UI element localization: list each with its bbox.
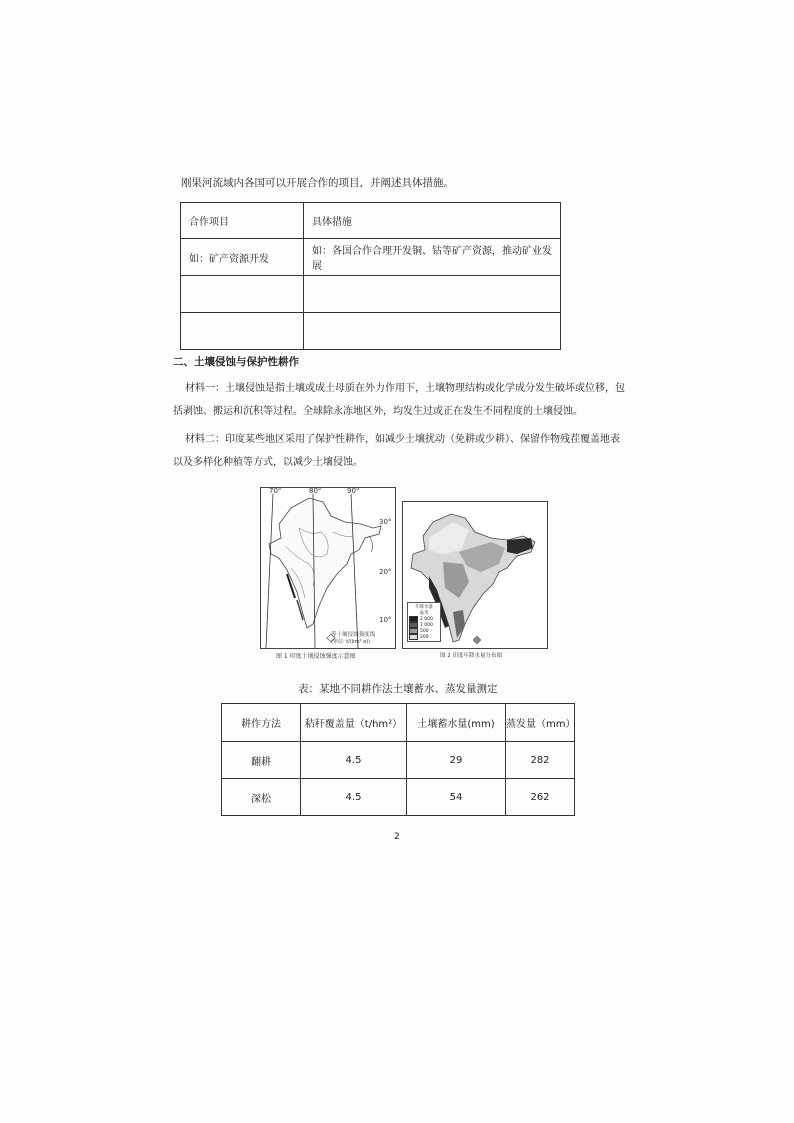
table-header-cell: 耕作方法 [222, 704, 301, 742]
india-outline-map-1 [261, 488, 395, 648]
table-header-cell: 蒸发量（mm） [506, 704, 575, 742]
table-header-cell: 具体措施 [304, 203, 561, 239]
material-1-line-1: 材料一：土壤侵蚀是指土壤或成土母质在外力作用下，土壤物理结构或化学成分发生破坏或位移，包 [185, 383, 625, 394]
table-cell: 54 [407, 779, 506, 816]
table-row [181, 203, 561, 239]
table-row [222, 742, 575, 779]
table-cell: 翻耕 [222, 742, 301, 779]
map-1-legend [331, 630, 375, 645]
table-row [181, 239, 561, 276]
table-row [181, 313, 561, 350]
legend-title: 年降水量 [415, 605, 433, 610]
legend-items [409, 616, 439, 640]
table-cell: 4.5 [301, 779, 407, 816]
table-cell [304, 276, 561, 313]
table-header-cell: 土壤蓄水量(mm) [407, 704, 506, 742]
section-title: 二、土壤侵蚀与保护性耕作 [173, 356, 299, 368]
legend-line: 等土壤侵蚀强度线 [331, 632, 376, 638]
legend-label: 200 [420, 634, 429, 640]
longitude-label: 90° [347, 487, 360, 495]
table-cell [304, 313, 561, 350]
legend-unit: 毫米 [419, 611, 429, 616]
latitude-label: 30° [379, 518, 392, 526]
legend-swatch [409, 634, 418, 640]
intro-line: 刚果河流域内各国可以开展合作的项目，并阐述具体措施。 [181, 177, 454, 189]
soil-erosion-map [260, 487, 396, 649]
legend-item [409, 634, 439, 640]
legend-label: 2 000 [420, 616, 433, 622]
cooperation-table [180, 202, 561, 350]
table-row [222, 704, 575, 742]
table-row [181, 276, 561, 313]
longitude-label: 70° [269, 487, 282, 495]
material-2-line-2: 以及多样化种植等方式，以减少土壤侵蚀。 [173, 457, 363, 468]
map-2-legend [407, 602, 441, 642]
legend-label: 1 000 [420, 622, 433, 628]
precipitation-map [402, 501, 548, 649]
tillage-table [221, 703, 575, 816]
material-1-line-2: 括剥蚀、搬运和沉积等过程。全球除永冻地区外，均发生过或正在发生不同程度的土壤侵蚀。 [173, 406, 583, 417]
table-cell: 如：各国合作合理开发铜、钴等矿产资源，推动矿业发展 [304, 239, 561, 276]
legend-label: 500 [420, 628, 429, 634]
longitude-label: 80° [309, 487, 322, 495]
table-2-title: 表：某地不同耕作法土壤蓄水、蒸发量测定 [298, 683, 498, 695]
page-number: 2 [394, 832, 400, 842]
table-cell: 282 [506, 742, 575, 779]
table-cell: 4.5 [301, 742, 407, 779]
table-cell: 深松 [222, 779, 301, 816]
table-cell: 29 [407, 742, 506, 779]
material-2-line-1: 材料二：印度某些地区采用了保护性耕作，如减少土壤扰动（免耕或少耕）、保留作物残茬覆盖地表 [185, 434, 620, 445]
figure-1-caption: 图 1 印度土壤侵蚀强度示意图 [276, 653, 356, 660]
table-cell [181, 276, 304, 313]
latitude-label: 10° [379, 616, 392, 624]
figure-2-caption: 图 2 印度年降水量分布图 [440, 653, 502, 659]
legend-line: (单位: t/(km²·a)) [331, 639, 371, 645]
table-cell: 如：矿产资源开发 [181, 239, 304, 276]
latitude-label: 20° [379, 568, 392, 576]
table-cell [181, 313, 304, 350]
table-row [222, 779, 575, 816]
table-header-cell: 秸秆覆盖量（t/hm²） [301, 704, 407, 742]
table-cell: 262 [506, 779, 575, 816]
table-header-cell: 合作项目 [181, 203, 304, 239]
